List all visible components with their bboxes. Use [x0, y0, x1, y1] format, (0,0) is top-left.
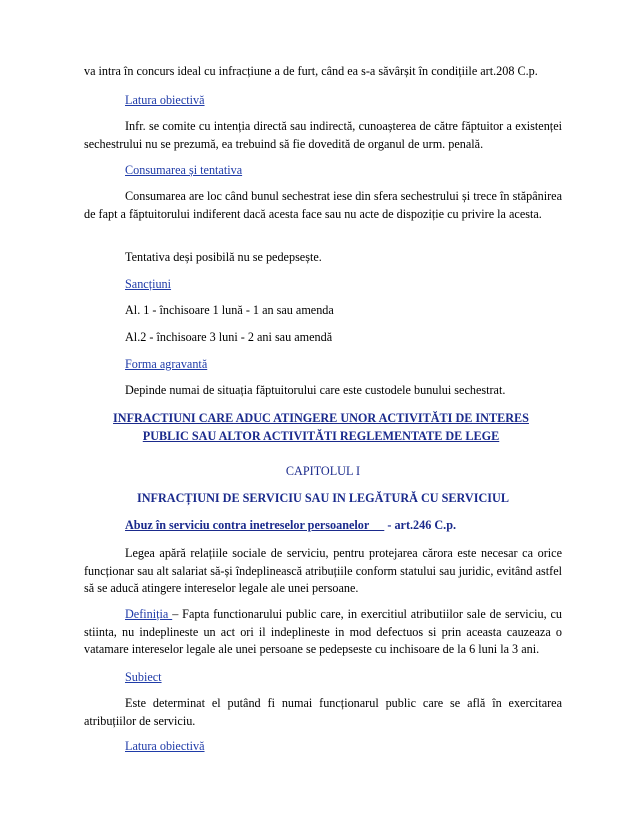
- heading-latura-obiectiva-2: [84, 738, 562, 756]
- chapter-title: [84, 490, 562, 508]
- sanction-line-1: Al. 1 - închisoare 1 lună - 1 an sau amenda: [125, 303, 334, 317]
- section-title-line-2[interactable]: PUBLIC SAU ALTOR ACTIVITĂTI REGLEMENTATE DE LEGE: [142, 428, 500, 443]
- heading-abuz-in-serviciu: [84, 517, 562, 535]
- sanction-line-2: Al.2 - închisoare 3 luni - 2 ani sau amendă: [125, 330, 333, 344]
- section-title-line-1[interactable]: INFRACTIUNI CARE ADUC ATINGERE UNOR ACTIVITĂTI DE INTERES: [113, 411, 529, 425]
- heading-consumarea: [84, 162, 562, 180]
- heading-link[interactable]: Subiect: [125, 670, 162, 684]
- heading-latura-obiectiva: [84, 92, 562, 110]
- heading-link[interactable]: Sancțiuni: [125, 277, 172, 291]
- paragraph-relatii-sociale: Legea apără relațiile sociale de serviciu, pentru protejarea cărora este necesar ca orice funcționar sau alt salariat să-și îndeplinească atribuțiile conform statului sau juridic, evitând astfel să se aducă atingere intereselor legale ale unei persoane.: [84, 546, 562, 595]
- intro-line: va intra în concurs ideal cu infracțiune a de furt, când ea s-a săvârșit în condițiile art.208 C.p.: [84, 64, 538, 78]
- heading-sanctiuni: [84, 276, 562, 294]
- paragraph-subiect: Este determinat el putând fi numai funcționarul public care se află în exercitarea atribuțiilor de serviciu.: [84, 696, 562, 728]
- section-title: [84, 410, 558, 445]
- heading-link[interactable]: Consumarea și tentativa: [125, 163, 243, 177]
- paragraph-forma-agravanta: Depinde numai de situația făptuitorului care este custodele bunului sechestrat.: [125, 383, 506, 397]
- heading-subiect: [84, 669, 562, 687]
- paragraph-intentie: Infr. se comite cu intenția directă sau indirectă, cunoașterea de către făptuitor a existenței sechestrului nu se prezumă, ea trebuind să fie dovedită de organul de urm. penală.: [84, 119, 562, 151]
- definitia-text: – Fapta functionarului public care, in exercitiul atributiilor sale de serviciu, cu stiinta, nu indeplineste un act ori il indeplineste in mod defectuos si prin aceasta cauzeaza o vatamare intereselor legale ale unei persoane se pedepseste cu inchisoare de la 6 luni la 3 ani.: [84, 607, 562, 656]
- chapter-label: CAPITOLUL I: [285, 464, 361, 478]
- chapter-number: [84, 463, 562, 481]
- definitia-link[interactable]: Definiția: [125, 607, 173, 621]
- heading-forma-agravanta: [84, 356, 562, 374]
- chapter-title-text: INFRACȚIUNI DE SERVICIU SAU IN LEGĂTURĂ CU SERVICIUL: [137, 491, 509, 505]
- paragraph-tentativa: Tentativa deși posibilă nu se pedepsește.: [125, 250, 322, 264]
- heading-link[interactable]: Latura obiectivă: [125, 93, 205, 107]
- heading-link[interactable]: Latura obiectivă: [125, 739, 205, 753]
- article-reference: - art.246 C.p.: [384, 518, 457, 532]
- paragraph-consumarea: Consumarea are loc când bunul sechestrat iese din sfera sechestrului și trece în stăpânirea de fapt a făptuitorului indiferent dacă acesta face sau nu acte de dispoziție cu privire la acesta.: [84, 189, 562, 221]
- paragraph-definitia: [84, 606, 562, 659]
- heading-link[interactable]: Forma agravantă: [125, 357, 208, 371]
- heading-link[interactable]: Abuz în serviciu contra inetreselor persoanelor: [125, 518, 385, 532]
